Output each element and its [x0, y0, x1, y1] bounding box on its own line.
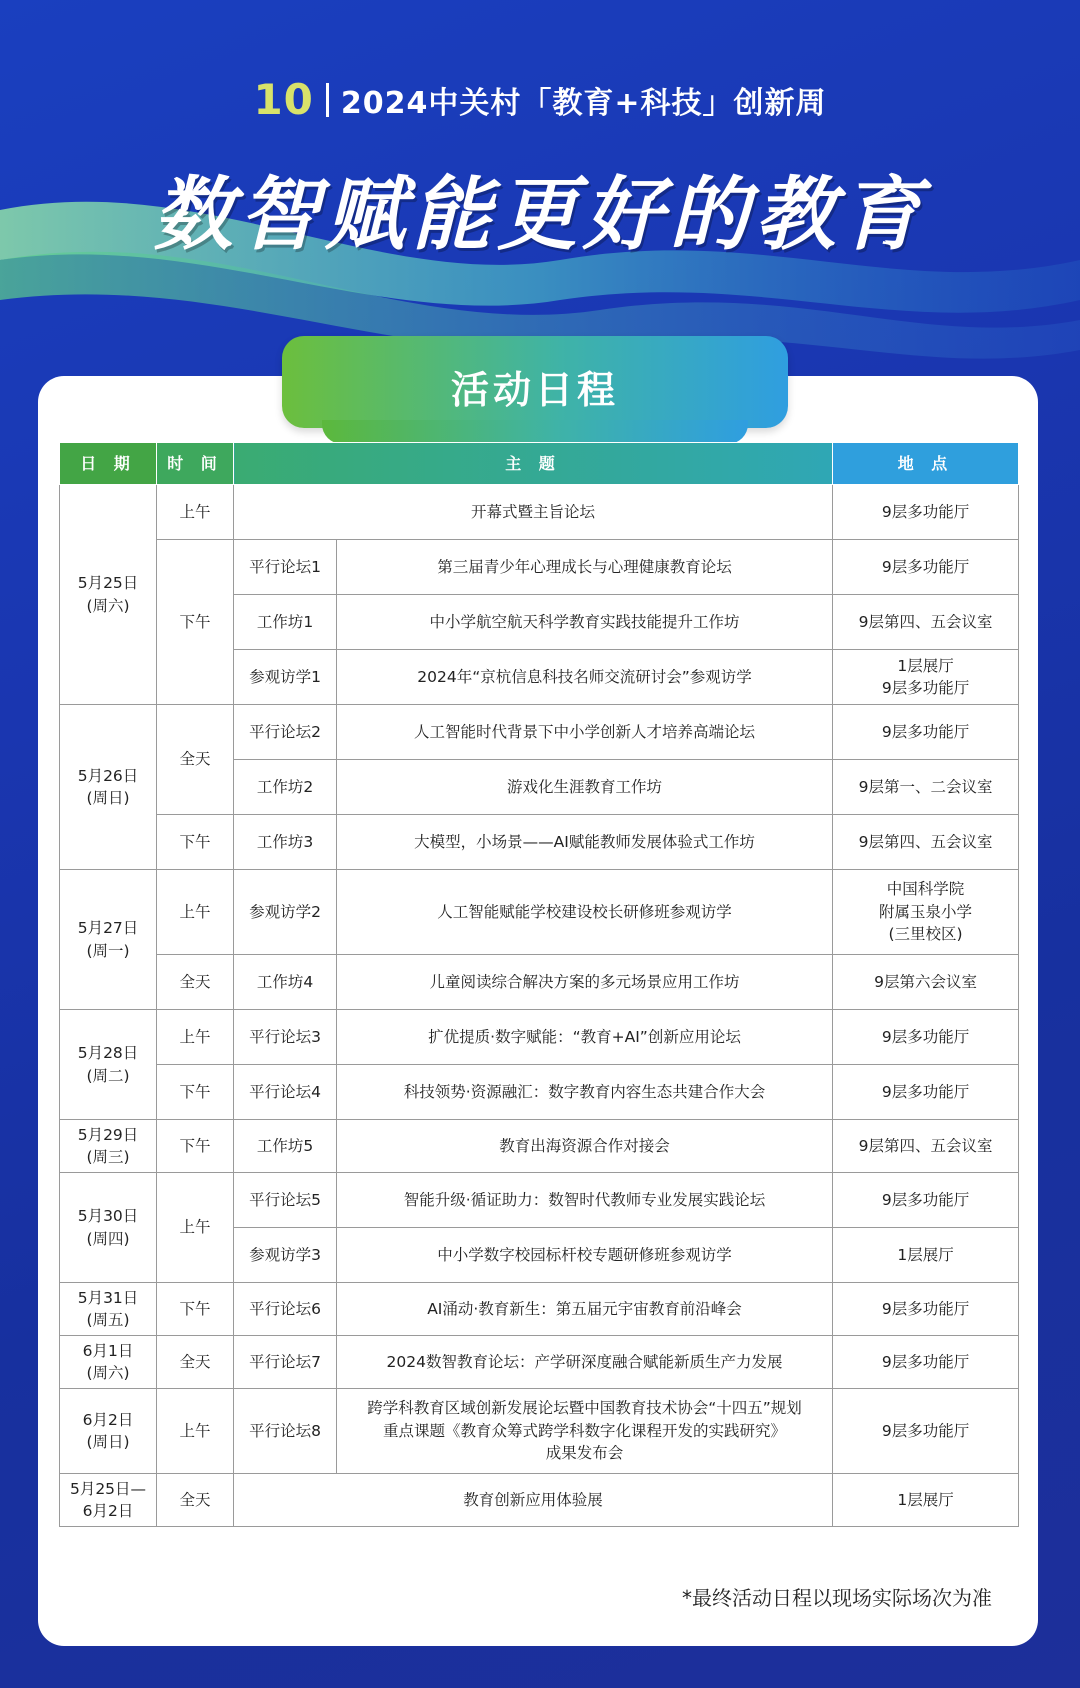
place-cell: 1层展厅	[833, 1474, 1019, 1527]
topic-cell: 第三届青少年心理成长与心理健康教育论坛	[337, 540, 833, 595]
date-cell: 5月27日 (周一)	[60, 870, 157, 1010]
table-row	[60, 705, 1019, 760]
time-cell: 上午	[157, 1173, 234, 1283]
table-row	[60, 1389, 1019, 1474]
date-cell: 6月1日 (周六)	[60, 1336, 157, 1389]
table-row	[60, 1010, 1019, 1065]
place-cell: 9层多功能厅	[833, 1173, 1019, 1228]
place-cell: 9层多功能厅	[833, 540, 1019, 595]
type-cell: 平行论坛1	[234, 540, 337, 595]
column-header-topic: 主 题	[234, 443, 833, 485]
type-cell: 平行论坛3	[234, 1010, 337, 1065]
topic-cell: 人工智能时代背景下中小学创新人才培养高端论坛	[337, 705, 833, 760]
type-cell: 工作坊4	[234, 955, 337, 1010]
place-cell: 9层多功能厅	[833, 1336, 1019, 1389]
date-cell: 5月30日 (周四)	[60, 1173, 157, 1283]
time-cell: 全天	[157, 1336, 234, 1389]
time-cell: 下午	[157, 1065, 234, 1120]
date-cell: 6月2日 (周日)	[60, 1389, 157, 1474]
time-cell: 全天	[157, 1474, 234, 1527]
column-header-place: 地 点	[833, 443, 1019, 485]
topic-cell: 教育出海资源合作对接会	[337, 1120, 833, 1173]
table-row	[60, 1283, 1019, 1336]
place-cell: 9层多功能厅	[833, 705, 1019, 760]
schedule-table	[59, 442, 1019, 1527]
table-row	[60, 485, 1019, 540]
time-cell: 上午	[157, 1010, 234, 1065]
column-header-date: 日 期	[60, 443, 157, 485]
table-row	[60, 1173, 1019, 1228]
topic-cell: 儿童阅读综合解决方案的多元场景应用工作坊	[337, 955, 833, 1010]
time-cell: 下午	[157, 1120, 234, 1173]
date-cell: 5月25日 (周六)	[60, 485, 157, 705]
table-row	[60, 1065, 1019, 1120]
type-cell: 工作坊5	[234, 1120, 337, 1173]
time-cell: 上午	[157, 485, 234, 540]
topic-cell: 中小学航空航天科学教育实践技能提升工作坊	[337, 595, 833, 650]
type-cell: 参观访学1	[234, 650, 337, 705]
time-cell: 下午	[157, 1283, 234, 1336]
time-cell: 下午	[157, 815, 234, 870]
header-divider	[326, 83, 329, 117]
topic-cell: 人工智能赋能学校建设校长研修班参观访学	[337, 870, 833, 955]
topic-cell: 大模型，小场景——AI赋能教师发展体验式工作坊	[337, 815, 833, 870]
topic-cell: 游戏化生涯教育工作坊	[337, 760, 833, 815]
type-cell: 平行论坛5	[234, 1173, 337, 1228]
place-cell: 9层多功能厅	[833, 1389, 1019, 1474]
place-cell: 9层第四、五会议室	[833, 815, 1019, 870]
time-cell: 下午	[157, 540, 234, 705]
type-cell: 平行论坛8	[234, 1389, 337, 1474]
type-cell: 平行论坛2	[234, 705, 337, 760]
type-cell: 平行论坛7	[234, 1336, 337, 1389]
type-cell: 工作坊3	[234, 815, 337, 870]
event-title: 2024中关村「教育+科技」创新周	[340, 86, 827, 121]
date-cell: 5月26日 (周日)	[60, 705, 157, 870]
topic-cell: 中小学数字校园标杆校专题研修班参观访学	[337, 1228, 833, 1283]
header-line	[253, 75, 827, 124]
date-cell: 5月29日 (周三)	[60, 1120, 157, 1173]
place-cell: 1层展厅 9层多功能厅	[833, 650, 1019, 705]
topic-cell: 智能升级·循证助力：数智时代教师专业发展实践论坛	[337, 1173, 833, 1228]
date-cell: 5月28日 (周二)	[60, 1010, 157, 1120]
header	[0, 75, 1080, 124]
place-cell: 9层第四、五会议室	[833, 595, 1019, 650]
type-cell: 参观访学3	[234, 1228, 337, 1283]
table-row	[60, 955, 1019, 1010]
topic-cell: 2024年“京杭信息科技名师交流研讨会”参观访学	[337, 650, 833, 705]
topic-cell: AI涌动·教育新生：第五届元宇宙教育前沿峰会	[337, 1283, 833, 1336]
place-cell: 1层展厅	[833, 1228, 1019, 1283]
topic-cell: 教育创新应用体验展	[234, 1474, 833, 1527]
place-cell: 9层第六会议室	[833, 955, 1019, 1010]
logo-digit: 10	[253, 75, 314, 124]
time-cell: 上午	[157, 870, 234, 955]
topic-cell: 2024数智教育论坛：产学研深度融合赋能新质生产力发展	[337, 1336, 833, 1389]
table-header-row	[60, 443, 1019, 485]
place-cell: 中国科学院 附属玉泉小学 (三里校区)	[833, 870, 1019, 955]
type-cell: 平行论坛4	[234, 1065, 337, 1120]
time-cell: 全天	[157, 705, 234, 815]
column-header-time: 时 间	[157, 443, 234, 485]
type-cell: 工作坊2	[234, 760, 337, 815]
table-row	[60, 1474, 1019, 1527]
section-title: 活动日程	[450, 367, 619, 412]
type-cell: 参观访学2	[234, 870, 337, 955]
place-cell: 9层第一、二会议室	[833, 760, 1019, 815]
slogan: 数智赋能更好的教育	[153, 167, 927, 261]
place-cell: 9层多功能厅	[833, 1010, 1019, 1065]
type-cell: 平行论坛6	[234, 1283, 337, 1336]
table-row	[60, 1120, 1019, 1173]
date-cell: 5月31日 (周五)	[60, 1283, 157, 1336]
topic-cell: 跨学科教育区域创新发展论坛暨中国教育技术协会“十四五”规划 重点课题《教育众筹式跨学科数字化课程开发的实践研究》 成果发布会	[337, 1389, 833, 1474]
place-cell: 9层多功能厅	[833, 1065, 1019, 1120]
topic-cell: 开幕式暨主旨论坛	[234, 485, 833, 540]
topic-cell: 扩优提质·数字赋能：“教育+AI”创新应用论坛	[337, 1010, 833, 1065]
type-cell: 工作坊1	[234, 595, 337, 650]
time-cell: 上午	[157, 1389, 234, 1474]
topic-cell: 科技领势·资源融汇：数字教育内容生态共建合作大会	[337, 1065, 833, 1120]
date-cell: 5月25日— 6月2日	[60, 1474, 157, 1527]
anniversary-logo-icon	[253, 75, 314, 124]
place-cell: 9层多功能厅	[833, 485, 1019, 540]
table-row	[60, 1336, 1019, 1389]
table-row	[60, 540, 1019, 595]
time-cell: 全天	[157, 955, 234, 1010]
place-cell: 9层第四、五会议室	[833, 1120, 1019, 1173]
footnote: *最终活动日程以现场实际场次为准	[682, 1586, 992, 1610]
table-row	[60, 815, 1019, 870]
table-row	[60, 870, 1019, 955]
place-cell: 9层多功能厅	[833, 1283, 1019, 1336]
